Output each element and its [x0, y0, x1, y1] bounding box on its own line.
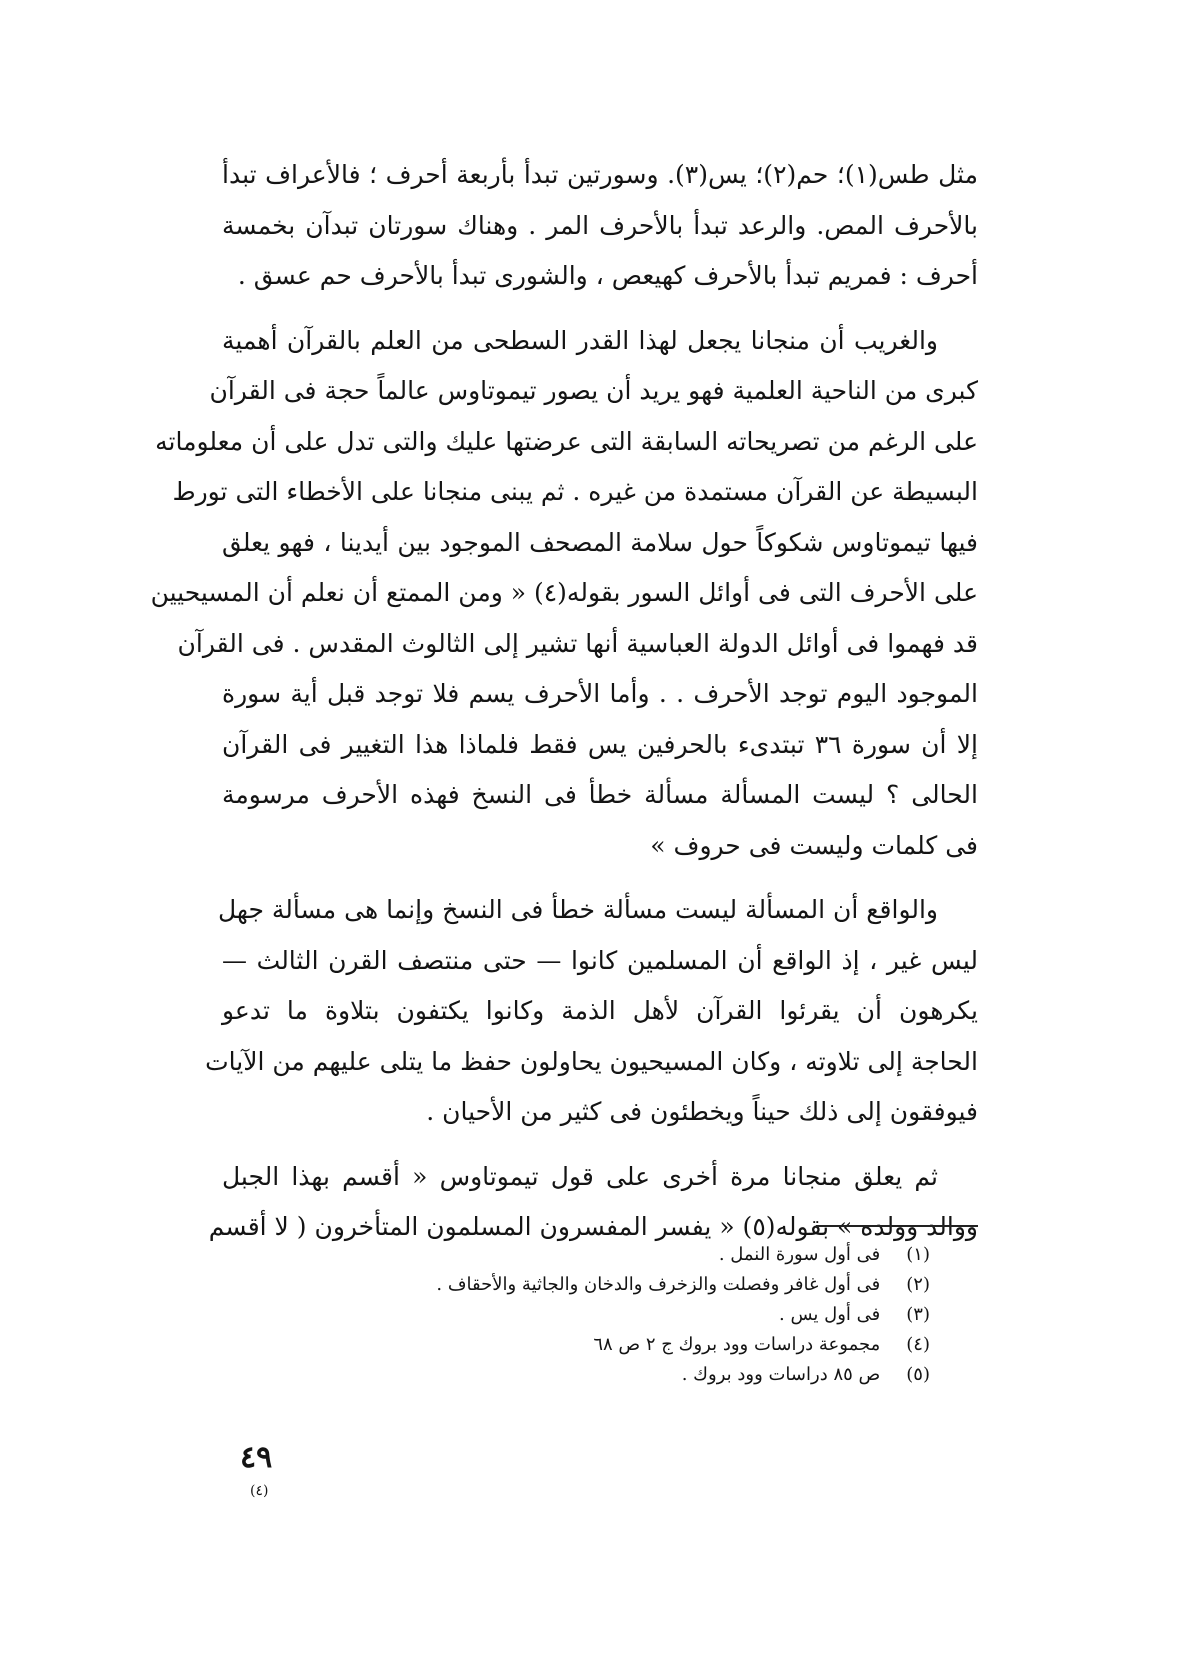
text-line: الحاجة إلى تلاوته ، وكان المسيحيون يحاولون حفظ ما يتلى عليهم من الآيات — [205, 1046, 978, 1076]
footnote-number: (٤) — [906, 1334, 930, 1355]
paragraph-4 — [208, 1152, 978, 1253]
text-line: إلا أن سورة ٣٦ تبتدىء بالحرفين يس فقط فلماذا هذا التغيير فى القرآن — [222, 729, 978, 759]
text-line: فيها تيموتاوس شكوكاً حول سلامة المصحف الموجود بين أيدينا ، فهو يعلق — [222, 527, 978, 557]
footnote-divider — [816, 1225, 978, 1227]
text-line: ليس غير ، إذ الواقع أن المسلمين كانوا — حتى منتصف القرن الثالث — — [222, 945, 978, 975]
page-number: ٤٩ — [240, 1440, 273, 1475]
text-line: ووالد وولده » بقوله(٥) « يفسر المفسرون المسلمون المتأخرون ( لا أقسم — [208, 1212, 978, 1241]
text-line: البسيطة عن القرآن مستمدة من غيره . ثم يبنى منجانا على الأخطاء التى تورط — [172, 477, 978, 506]
footnote-text: فى أول سورة النمل . — [718, 1244, 881, 1265]
paragraph-3 — [205, 885, 978, 1138]
footnote-3 — [230, 1300, 930, 1330]
signature-mark: (٤) — [250, 1483, 269, 1499]
text-line: قد فهموا فى أوائل الدولة العباسية أنها تشير إلى الثالوث المقدس . فى القرآن — [177, 628, 978, 658]
text-line: أحرف : فمريم تبدأ بالأحرف كهيعص ، والشورى تبدأ بالأحرف حم عسق . — [237, 261, 978, 290]
text-line: فيوفقون إلى ذلك حيناً ويخطئون فى كثير من الأحيان . — [426, 1097, 978, 1126]
text-line: الحالى ؟ ليست المسألة مسألة خطأ فى النسخ فهذه الأحرف مرسومة — [222, 780, 978, 809]
footnote-text: فى أول غافر وفصلت والزخرف والدخان والجاثية والأحقاف . — [436, 1274, 881, 1295]
paragraph-1 — [222, 150, 978, 302]
body-text — [150, 150, 978, 1267]
footnote-4 — [230, 1330, 930, 1360]
footnote-text: مجموعة دراسات وود بروك ج ٢ ص ٦٨ — [593, 1334, 881, 1355]
footnote-text: فى أول يس . — [779, 1304, 881, 1325]
text-line: فى كلمات وليست فى حروف » — [650, 830, 978, 860]
footnote-2 — [230, 1270, 930, 1300]
text-line: كبرى من الناحية العلمية فهو يريد أن يصور تيموتاوس عالماً حجة فى القرآن — [209, 376, 978, 405]
text-line: ثم يعلق منجانا مرة أخرى على قول تيموتاوس « أقسم بهذا الجبل — [222, 1161, 938, 1191]
text-line: على الأحرف التى فى أوائل السور بقوله(٤) « ومن الممتع أن نعلم أن المسيحيين — [150, 578, 978, 607]
footnote-text: ص ٨٥ دراسات وود بروك . — [681, 1364, 881, 1385]
text-line: والواقع أن المسألة ليست مسألة خطأ فى النسخ وإنما هى مسألة جهل — [218, 895, 938, 924]
footnote-number: (٣) — [906, 1304, 930, 1325]
footnote-number: (٢) — [906, 1274, 930, 1295]
footnote-number: (١) — [906, 1244, 930, 1265]
text-line: والغريب أن منجانا يجعل لهذا القدر السطحى من العلم بالقرآن أهمية — [222, 325, 938, 355]
footnotes — [230, 1240, 930, 1390]
text-line: على الرغم من تصريحاته السابقة التى عرضتها عليك والتى تدل على أن معلوماته — [155, 426, 978, 456]
footnote-5 — [230, 1360, 930, 1390]
footnote-number: (٥) — [906, 1364, 930, 1385]
text-line: بالأحرف المص. والرعد تبدأ بالأحرف المر . وهناك سورتان تبدآن بخمسة — [222, 210, 978, 240]
footnote-1 — [230, 1240, 930, 1270]
text-line: يكرهون أن يقرئوا القرآن لأهل الذمة وكانوا يكتفون بتلاوة ما تدعو — [222, 996, 978, 1025]
text-line: الموجود اليوم توجد الأحرف . . وأما الأحرف يسم فلا توجد قبل أية سورة — [222, 679, 978, 708]
text-line: مثل طس(١)؛ حم(٢)؛ يس(٣). وسورتين تبدأ بأربعة أحرف ؛ فالأعراف تبدأ — [222, 160, 978, 189]
paragraph-2 — [150, 316, 978, 872]
